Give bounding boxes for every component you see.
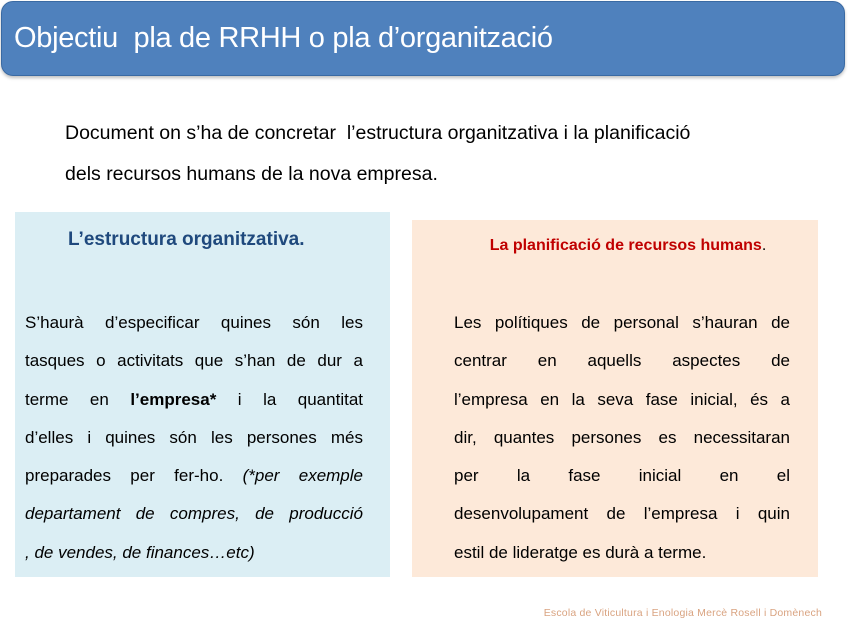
text-fragment: (*per exemple: [242, 466, 363, 486]
organizational-structure-heading: L’estructura organitzativa.: [68, 229, 305, 250]
hr-planning-line: per la fase inicial en el: [454, 466, 790, 486]
intro-line-1: Document on s’ha de concretar l’estructura organitzativa i la planificació: [65, 122, 691, 144]
slide-title: Objectiu pla de RRHH o pla d’organització: [14, 22, 553, 54]
organizational-structure-line: [25, 304, 363, 342]
hr-planning-heading-suffix: .: [761, 237, 767, 254]
text-fragment: terme en: [25, 389, 131, 409]
title-bar: [1, 1, 845, 76]
hr-planning-line: centrar en aquells aspectes de: [454, 351, 790, 371]
hr-planning-heading: [412, 237, 844, 255]
hr-planning-text: [454, 304, 790, 572]
organizational-structure-line: [25, 342, 363, 380]
text-fragment: i la quantitat: [216, 389, 363, 409]
hr-planning-line: desenvolupament de l’empresa i quin: [454, 504, 790, 524]
text-fragment: tasques o activitats que s’han de dur a: [25, 351, 363, 371]
organizational-structure-line: [25, 381, 363, 419]
hr-planning-line: dir, quantes persones es necessitaran: [454, 427, 790, 447]
organizational-structure-line: [25, 534, 363, 572]
footer-school-name: Escola de Viticultura i Enologia Mercè Rosell i Domènech: [543, 607, 822, 619]
intro-line-2: dels recursos humans de la nova empresa.: [65, 163, 438, 185]
organizational-structure-line: [25, 419, 363, 457]
text-fragment: S’haurà d’especificar quines són les: [25, 313, 363, 332]
intro-text: [65, 113, 785, 195]
organizational-structure-line: [25, 495, 363, 533]
hr-planning-line: Les polítiques de personal s’hauran de: [454, 313, 790, 332]
organizational-structure-text: [25, 304, 363, 572]
text-fragment: l’empresa*: [130, 389, 217, 409]
organizational-structure-line: [25, 457, 363, 495]
hr-planning-line: estil de lideratge es durà a terme.: [454, 542, 707, 562]
hr-planning-line: l’empresa en la seva fase inicial, és a: [454, 389, 790, 409]
text-fragment: preparades per fer-ho.: [25, 466, 243, 486]
text-fragment: departament de compres, de producció: [25, 504, 363, 524]
text-fragment: , de vendes, de finances…etc): [25, 542, 255, 562]
text-fragment: d’elles i quines són les persones més: [25, 427, 363, 447]
hr-planning-heading-text: La planificació de recursos humans: [489, 237, 762, 254]
